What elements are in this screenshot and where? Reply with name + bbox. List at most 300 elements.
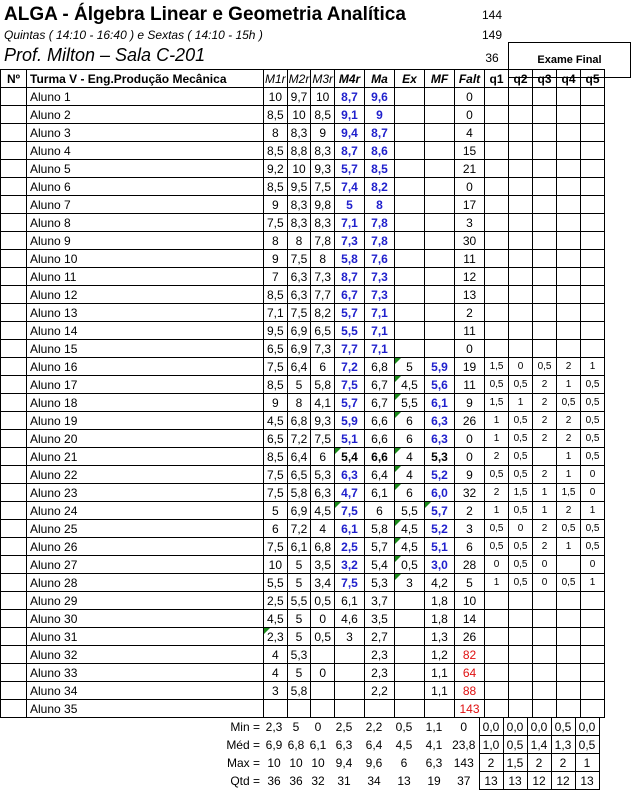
cell-m4r [335,682,365,700]
cell-ma: 6,4 [365,466,395,484]
cell-m3r: 0 [311,664,335,682]
cell-m1r: 6,5 [264,430,288,448]
cell-m3r: 7,7 [311,286,335,304]
cell-falt: 9 [455,466,485,484]
cell-q2: 0,5 [509,448,533,466]
cell-q2: 0,5 [509,430,533,448]
cell-m4r: 7,1 [335,214,365,232]
cell-m2r: 5 [287,556,311,574]
cell-m2r: 7,5 [287,304,311,322]
cell-falt: 28 [455,556,485,574]
cell-name: Aluno 20 [27,430,264,448]
cell-ex [395,592,425,610]
cell-q2 [509,160,533,178]
cell-q5 [581,646,605,664]
cell-falt: 6 [455,538,485,556]
cell-m2r: 5 [287,628,311,646]
cell-ma: 8,6 [365,142,395,160]
cell-q1 [485,628,509,646]
table-row [1,682,605,700]
summary-value: 31 [337,773,351,788]
cell-m2r: 8,3 [287,196,311,214]
table-row [1,700,605,718]
cell-q4 [557,196,581,214]
cell-mf: 5,2 [425,520,455,538]
cell-m1r: 7 [264,268,288,286]
cell-no [1,430,27,448]
table-row [1,520,605,538]
schedule-text: Quintas ( 14:10 - 16:40 ) e Sextas ( 14:10 - 15h ) [4,28,263,42]
cell-q5: 0 [581,484,605,502]
cell-q4 [557,232,581,250]
cell-q2: 0,5 [509,412,533,430]
cell-falt: 13 [455,286,485,304]
cell-q1 [485,304,509,322]
cell-q5 [581,106,605,124]
col-header-ex: Ex [395,70,425,88]
cell-ma: 3,7 [365,592,395,610]
cell-name: Aluno 35 [27,700,264,718]
table-row [1,448,605,466]
cell-m3r: 7,3 [311,340,335,358]
cell-q3: 2 [533,538,557,556]
cell-ma [365,700,395,718]
cell-mf: 5,7 [425,502,455,520]
summary-value: 1,0 [479,736,503,754]
cell-q5: 0,5 [581,538,605,556]
cell-m4r: 7,7 [335,340,365,358]
cell-m4r: 7,5 [335,502,365,520]
cell-q3 [533,142,557,160]
cell-m4r: 5,1 [335,430,365,448]
cell-ma: 8,5 [365,160,395,178]
cell-ma: 7,8 [365,214,395,232]
cell-falt: 11 [455,322,485,340]
cell-ex [395,322,425,340]
cell-m3r: 4,5 [311,502,335,520]
cell-falt: 32 [455,484,485,502]
cell-m3r: 6 [311,448,335,466]
professor-text: Prof. Milton – Sala C-201 [4,45,206,65]
cell-m3r: 0 [311,610,335,628]
cell-q3 [533,646,557,664]
cell-name: Aluno 28 [27,574,264,592]
cell-m3r: 4 [311,520,335,538]
cell-q5 [581,250,605,268]
table-row [1,142,605,160]
cell-falt: 4 [455,124,485,142]
cell-q1: 0,5 [485,376,509,394]
cell-no [1,538,27,556]
cell-no [1,610,27,628]
cell-ma: 6,6 [365,412,395,430]
cell-q4 [557,556,581,574]
cell-falt: 64 [455,664,485,682]
cell-falt: 3 [455,214,485,232]
cell-no [1,304,27,322]
cell-m4r: 7,5 [335,574,365,592]
summary-value: 0 [314,719,322,734]
cell-no [1,700,27,718]
cell-falt: 26 [455,412,485,430]
summary-value: 12 [527,772,551,790]
cell-m4r: 3 [335,628,365,646]
cell-q3 [533,628,557,646]
cell-no [1,196,27,214]
cell-m1r: 9,5 [264,322,288,340]
cell-q2: 0,5 [509,574,533,592]
cell-ma: 5,8 [365,520,395,538]
summary-value: 36 [267,773,281,788]
cell-m3r: 6,5 [311,322,335,340]
table-row [1,556,605,574]
cell-ex [395,646,425,664]
cell-q2 [509,340,533,358]
summary-value: 6,3 [335,737,353,752]
cell-q2 [509,646,533,664]
summary-value: 12 [551,772,575,790]
cell-m1r: 8,5 [264,286,288,304]
cell-no [1,232,27,250]
cell-name: Aluno 18 [27,394,264,412]
cell-q1: 1 [485,412,509,430]
cell-m3r: 6 [311,358,335,376]
col-header-m1r: M1r [265,71,286,86]
cell-ma: 5,7 [365,538,395,556]
cell-q1 [485,322,509,340]
summary-value: 19 [427,773,441,788]
summary-value: 6,9 [265,737,283,752]
cell-q5: 1 [581,502,605,520]
cell-q2 [509,610,533,628]
cell-ex [395,682,425,700]
cell-m1r: 10 [264,88,288,106]
cell-q5: 1 [581,358,605,376]
cell-falt: 9 [455,394,485,412]
cell-no [1,340,27,358]
cell-m4r: 7,2 [335,358,365,376]
cell-name: Aluno 16 [27,358,264,376]
cell-q4 [557,142,581,160]
table-row [1,610,605,628]
summary-value: 4,5 [395,737,413,752]
cell-mf [425,106,455,124]
cell-m2r: 8,8 [287,142,311,160]
cell-q2: 0,5 [509,538,533,556]
cell-q2: 1 [509,394,533,412]
cell-q1 [485,700,509,718]
cell-m1r: 5,5 [264,574,288,592]
cell-q1 [485,142,509,160]
table-row [1,412,605,430]
cell-q1: 0,5 [485,538,509,556]
cell-m1r: 9,2 [264,160,288,178]
cell-m3r: 0,5 [311,592,335,610]
cell-q1 [485,196,509,214]
cell-mf: 4,2 [425,574,455,592]
cell-name: Aluno 25 [27,520,264,538]
cell-q2 [509,106,533,124]
cell-mf [425,196,455,214]
cell-q2 [509,592,533,610]
cell-name: Aluno 11 [27,268,264,286]
cell-ma: 6,8 [365,358,395,376]
cell-falt: 17 [455,196,485,214]
cell-q5 [581,178,605,196]
summary-value: 6,4 [365,737,383,752]
cell-name: Aluno 27 [27,556,264,574]
cell-mf: 1,3 [425,628,455,646]
cell-q4: 0,5 [557,394,581,412]
cell-mf: 1,1 [425,664,455,682]
cell-q2: 0,5 [509,376,533,394]
summary-row [0,718,599,736]
table-row [1,646,605,664]
cell-m1r: 8 [264,232,288,250]
cell-m3r: 4,1 [311,394,335,412]
cell-ex: 4,5 [395,376,425,394]
cell-m3r: 8 [311,250,335,268]
cell-name: Aluno 34 [27,682,264,700]
cell-m2r: 6,8 [287,412,311,430]
summary-value: 9,6 [365,755,383,770]
cell-m4r: 5,4 [335,448,365,466]
cell-falt: 0 [455,430,485,448]
cell-q2: 0,5 [509,502,533,520]
cell-m1r: 6 [264,520,288,538]
cell-q4 [557,340,581,358]
cell-m3r: 10 [311,88,335,106]
cell-no [1,250,27,268]
cell-m1r: 9 [264,196,288,214]
cell-m1r: 2,3 [264,628,288,646]
cell-m2r: 6,3 [287,268,311,286]
cell-q3: 0 [533,556,557,574]
col-header-q5: q5 [581,70,605,88]
cell-m3r [311,682,335,700]
cell-no [1,556,27,574]
summary-value: 2 [527,754,551,772]
cell-falt: 88 [455,682,485,700]
cell-name: Aluno 4 [27,142,264,160]
cell-name: Aluno 19 [27,412,264,430]
cell-m1r: 4 [264,664,288,682]
summary-value: 0,5 [503,736,527,754]
summary-value: 5 [292,719,300,734]
cell-name: Aluno 14 [27,322,264,340]
cell-m2r: 5,3 [287,646,311,664]
cell-q1: 1 [485,574,509,592]
cell-q3: 2 [533,412,557,430]
cell-q1 [485,646,509,664]
summary-row [0,754,599,772]
cell-name: Aluno 13 [27,304,264,322]
summary-label: Max = [226,755,260,770]
cell-q4: 1 [557,376,581,394]
cell-q3 [533,160,557,178]
cell-m1r: 4,5 [264,610,288,628]
cell-mf [425,286,455,304]
cell-q1 [485,232,509,250]
cell-name: Aluno 29 [27,592,264,610]
cell-ex [395,196,425,214]
cell-name: Aluno 7 [27,196,264,214]
cell-mf: 5,1 [425,538,455,556]
cell-q5 [581,610,605,628]
cell-no [1,376,27,394]
cell-q2 [509,682,533,700]
cell-q3 [533,106,557,124]
summary-label: Méd = [226,737,260,752]
cell-q3 [533,448,557,466]
cell-ma: 2,3 [365,646,395,664]
cell-m1r: 6,5 [264,340,288,358]
table-row [1,430,605,448]
cell-ex [395,232,425,250]
col-header-m4r: M4r [335,70,365,88]
cell-falt: 19 [455,358,485,376]
cell-no [1,124,27,142]
cell-q4: 1,5 [557,484,581,502]
cell-q3 [533,232,557,250]
cell-name: Aluno 24 [27,502,264,520]
cell-m1r: 9 [264,394,288,412]
cell-ma: 7,1 [365,304,395,322]
cell-q4 [557,646,581,664]
cell-q5 [581,232,605,250]
cell-m2r: 8,3 [287,214,311,232]
cell-q4: 2 [557,430,581,448]
cell-q4 [557,106,581,124]
header-count-3: 36 [485,51,499,65]
cell-q2 [509,88,533,106]
cell-m4r: 5,7 [335,304,365,322]
cell-ma: 5,3 [365,574,395,592]
cell-q4 [557,664,581,682]
cell-falt: 0 [455,448,485,466]
cell-q1 [485,178,509,196]
cell-q4 [557,304,581,322]
cell-m2r: 6,1 [287,538,311,556]
cell-m1r: 4 [264,646,288,664]
cell-m4r: 5,7 [335,394,365,412]
cell-q1 [485,286,509,304]
cell-m4r: 8,7 [335,142,365,160]
cell-m2r: 8 [287,394,311,412]
cell-q4: 0,5 [557,574,581,592]
cell-q5 [581,340,605,358]
cell-q1 [485,88,509,106]
cell-q1: 1,5 [485,358,509,376]
table-row [1,340,605,358]
summary-value: 6,3 [425,755,443,770]
cell-name: Aluno 23 [27,484,264,502]
cell-m2r: 5 [287,574,311,592]
cell-no [1,646,27,664]
summary-value: 23,8 [452,737,476,752]
table-row [1,358,605,376]
summary-value: 6,8 [287,737,305,752]
cell-q5: 0 [581,466,605,484]
cell-m2r: 5,8 [287,682,311,700]
summary-value: 143 [453,755,474,770]
cell-q1: 2 [485,484,509,502]
cell-mf [425,160,455,178]
cell-q5: 0,5 [581,430,605,448]
cell-mf: 1,8 [425,592,455,610]
cell-m4r: 3,2 [335,556,365,574]
summary-value: 0,0 [503,718,527,736]
cell-q5 [581,700,605,718]
cell-q5: 0,5 [581,394,605,412]
cell-m1r: 3 [264,682,288,700]
cell-no [1,682,27,700]
cell-q2 [509,304,533,322]
cell-name: Aluno 8 [27,214,264,232]
cell-m2r: 6,9 [287,322,311,340]
cell-q2 [509,178,533,196]
cell-m4r: 2,5 [335,538,365,556]
cell-no [1,466,27,484]
table-row [1,88,605,106]
cell-ma: 6,6 [365,430,395,448]
cell-mf: 5,2 [425,466,455,484]
cell-m4r: 6,3 [335,466,365,484]
cell-no [1,214,27,232]
cell-mf: 1,1 [425,682,455,700]
cell-ex: 3 [395,574,425,592]
cell-falt: 11 [455,250,485,268]
cell-q5 [581,304,605,322]
summary-value: 0 [460,719,468,734]
cell-falt: 2 [455,502,485,520]
cell-q2 [509,214,533,232]
cell-q3: 2 [533,376,557,394]
cell-m2r: 5,5 [287,592,311,610]
cell-q2 [509,268,533,286]
col-header-m3r: M3r [312,71,334,86]
summary-value: 2 [479,754,503,772]
cell-m3r: 9,3 [311,160,335,178]
cell-ma: 8 [365,196,395,214]
cell-no [1,448,27,466]
cell-m2r: 6,4 [287,358,311,376]
cell-name: Aluno 33 [27,664,264,682]
cell-m3r: 7,5 [311,430,335,448]
cell-m1r: 2,5 [264,592,288,610]
cell-q5 [581,214,605,232]
cell-name: Aluno 12 [27,286,264,304]
summary-value: 10 [311,755,325,770]
cell-falt: 0 [455,88,485,106]
cell-m3r: 0,5 [311,628,335,646]
cell-m1r: 5 [264,502,288,520]
cell-mf: 6,3 [425,412,455,430]
table-row [1,286,605,304]
cell-q4: 2 [557,502,581,520]
cell-q3 [533,682,557,700]
summary-value: 1,4 [527,736,551,754]
col-header-q4: q4 [557,70,581,88]
cell-q5 [581,628,605,646]
cell-m2r: 5 [287,664,311,682]
cell-m4r [335,646,365,664]
cell-q4 [557,286,581,304]
cell-ex: 4,5 [395,520,425,538]
cell-m1r: 8,5 [264,178,288,196]
cell-mf [425,700,455,718]
cell-m2r: 6,4 [287,448,311,466]
